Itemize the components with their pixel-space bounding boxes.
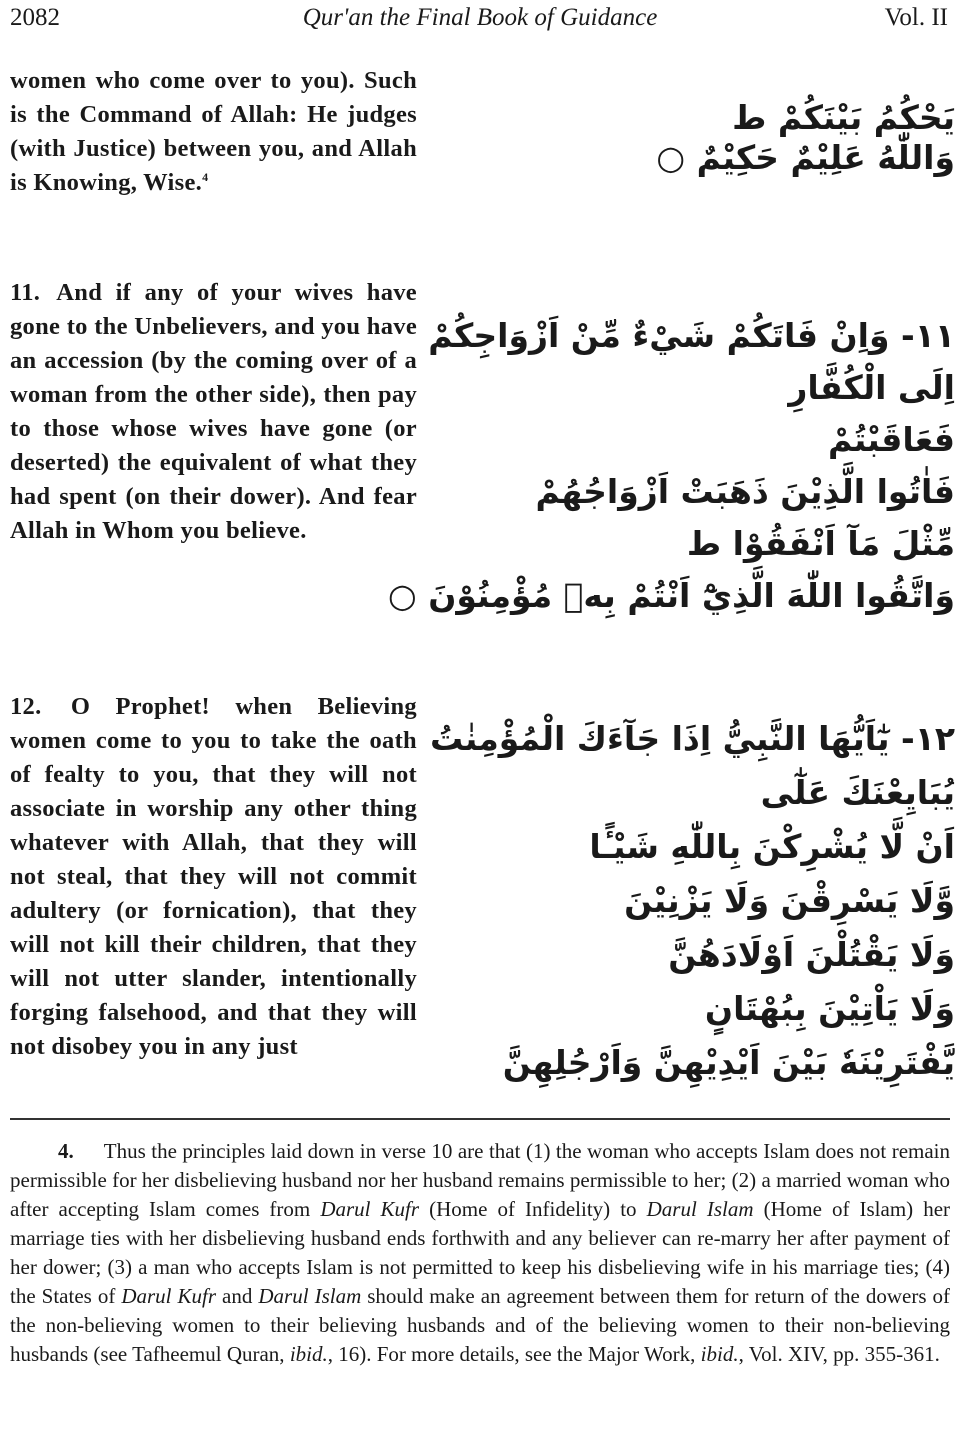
arabic-line: اِلَى الْكُفَّارِ bbox=[788, 368, 955, 407]
arabic-line: فَعَاقَبْتُمْ bbox=[827, 420, 955, 459]
footnote-text: (Home of Infidelity) to bbox=[419, 1197, 647, 1221]
page-number: 2082 bbox=[10, 4, 60, 31]
verse-number: 12. bbox=[10, 693, 42, 720]
verse-12-text: O Prophet! when Believing women come to you to take the oath of fealty to you, that they will not associate in worship any other thing whatever with Allah, that they will not steal, that they will not commit adultery (or fornication), that they will not kill their children, that they will not utter slander, intentionally forging falsehood, and that they will not disobey you in any just bbox=[10, 693, 417, 1060]
verse-11-arabic bbox=[387, 310, 955, 622]
arabic-line: اَنْ لَّا يُشْرِكْنَ بِاللّٰهِ شَيْـًٔا bbox=[589, 827, 955, 866]
verse-12-english bbox=[10, 690, 417, 1064]
footnote-number: 4. bbox=[58, 1139, 74, 1163]
footnote-text: and bbox=[216, 1284, 259, 1308]
arabic-line: ١٢- يٰٓاَيُّهَا النَّبِيُّ اِذَا جَآءَكَ الْمُؤْمِنٰتُ bbox=[429, 719, 955, 758]
footnote-text: , 16). For more details, see the Major Work, bbox=[327, 1342, 701, 1366]
footnote-text: (Home of Islam) her marriage ties with her disbelieving husband ends forthwith and any believer can re-marry her after payment of her dower; (3) a man who accepts Islam is not permitted to keep his disbelieving wife in his marriage ties; (4) the States of bbox=[10, 1197, 951, 1308]
verse-10-arabic bbox=[540, 98, 955, 178]
footnote bbox=[10, 1137, 950, 1369]
verse-11-text: And if any of your wives have gone to the Unbelievers, and you have an accession (by the coming over of a woman from the other side), then pay to those whose wives have gone (or deserted) the equivalent of what they had spent (on their dower). And fear Allah in Whom you believe. bbox=[10, 279, 417, 544]
verse-12-arabic bbox=[429, 712, 955, 1090]
arabic-line: يَحْكُمُ بَيْنَكُمْ ط bbox=[732, 98, 955, 137]
footnote-term: Darul Islam bbox=[258, 1284, 362, 1308]
verse-10-text: women who come over to you). Such is the Command of Allah: He judges (with Justice) between you, and Allah is Knowing, Wise. bbox=[10, 67, 417, 196]
arabic-line: وَّلَا يَسْرِقْنَ وَلَا يَزْنِيْنَ bbox=[624, 881, 955, 920]
verse-10-english bbox=[10, 64, 417, 200]
footnote-divider bbox=[10, 1118, 950, 1120]
footnote-term: Darul Kufr bbox=[320, 1197, 420, 1221]
arabic-line: فَاٰتُوا الَّذِيْنَ ذَهَبَتْ اَزْوَاجُهُمْ bbox=[535, 472, 955, 511]
footnote-ref: 4 bbox=[202, 169, 209, 184]
footnote-term: Darul Islam bbox=[646, 1197, 754, 1221]
footnote-text: , Vol. XIV, pp. 355-361. bbox=[738, 1342, 940, 1366]
footnote-term: ibid. bbox=[700, 1342, 739, 1366]
arabic-line: يَّفْتَرِيْنَهٗ بَيْنَ اَيْدِيْهِنَّ وَاَرْجُلِهِنَّ bbox=[502, 1043, 955, 1082]
verse-11-english bbox=[10, 276, 417, 548]
volume-label: Vol. II bbox=[884, 4, 948, 31]
arabic-line: وَاللّٰهُ عَلِيْمٌ حَكِيْمٌ ○ bbox=[656, 138, 955, 177]
footnote-term: Darul Kufr bbox=[121, 1284, 217, 1308]
arabic-line: وَلَا يَقْتُلْنَ اَوْلَادَهُنَّ bbox=[668, 935, 955, 974]
footnote-text: should make an agreement between them for return of the dowers of the non-believing women to their believing husbands and of the believing women to their non-believing husbands (see Tafheemul Quran, bbox=[10, 1284, 951, 1366]
footnote-term: ibid. bbox=[289, 1342, 328, 1366]
footnote-text: Thus the principles laid down in verse 10 are that (1) the woman who accepts Islam does not remain permissible for her disbelieving husband nor her husband remains permissible to her; (2) a married woman who after accepting Islam comes from bbox=[10, 1139, 950, 1221]
arabic-line: وَاتَّقُوا اللّٰهَ الَّذِيْٓ اَنْتُمْ بِهٖ مُؤْمِنُوْنَ ○ bbox=[387, 576, 955, 615]
running-title: Qur'an the Final Book of Guidance bbox=[302, 4, 658, 31]
arabic-line: ١١- وَاِنْ فَاتَكُمْ شَيْءٌ مِّنْ اَزْوَاجِكُمْ bbox=[428, 316, 955, 355]
arabic-line: مِّثْلَ مَآ اَنْفَقُوْا ط bbox=[686, 524, 955, 563]
arabic-line: وَلَا يَاْتِيْنَ بِبُهْتَانٍ bbox=[704, 989, 955, 1028]
arabic-line: يُبَايِعْنَكَ عَلٰٓى bbox=[760, 773, 955, 812]
page-header bbox=[0, 2, 960, 36]
verse-number: 11. bbox=[10, 279, 41, 306]
